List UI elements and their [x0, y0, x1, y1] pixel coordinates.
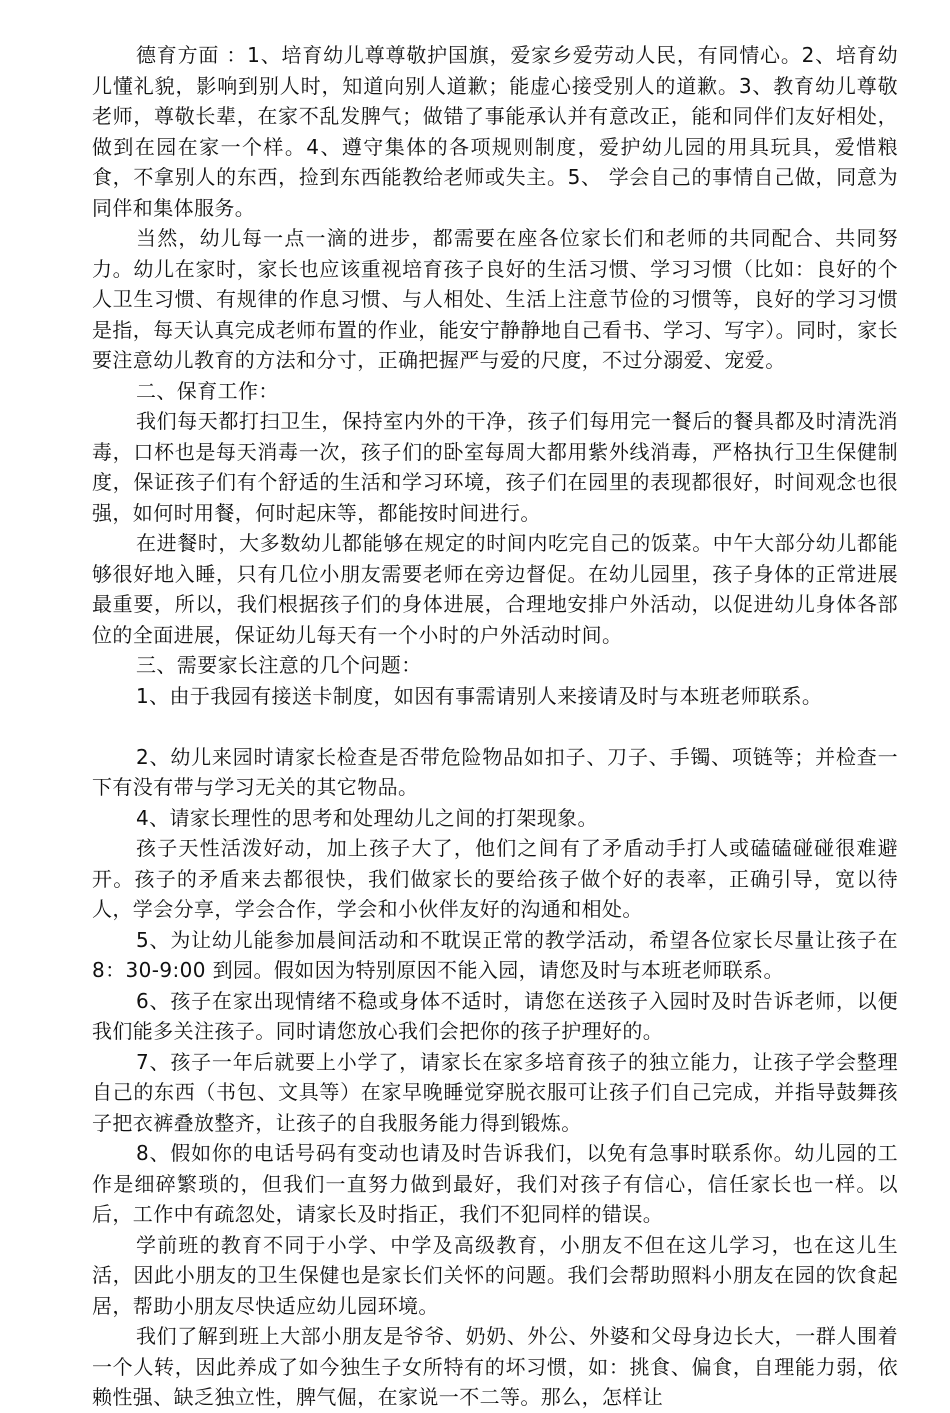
meals-sleep-paragraph: 在进餐时，大多数幼儿都能够在规定的时间内吃完自己的饭菜。中午大部分幼儿都能够很好地入睡，只有几位小朋友需要老师在旁边督促。在幼儿园里，孩子身体的正常进展最重要，所以，我们根据孩子们的身体进展，合理地安排户外活动，以促进幼儿身体各部位的全面进展，保证幼儿每天有一个小时的户外活动时间。: [92, 531, 898, 647]
note-item-8: 8、假如你的电话号码有变动也请及时告诉我们，以免有急事时联系你。幼儿园的工作是细碎繁琐的，但我们一直努力做到最好，我们对孩子有信心，信任家长也一样。以后，工作中有疏忽处，请家长及时指正，我们不犯同样的错误。: [92, 1141, 898, 1226]
conflict-paragraph: 孩子天性活泼好动，加上孩子大了，他们之间有了矛盾动手打人或磕磕碰碰很难避开。孩子的矛盾来去都很快，我们做家长的要给孩子做个好的表率，正确引导，宽以待人，学会分享，学会合作，学会和小伙伴友好的沟通和相处。: [92, 836, 898, 921]
section-heading-parent-notes: 三、需要家长注意的几个问题：: [136, 653, 422, 677]
moral-education-paragraph: 德育方面 ：1、培育幼儿尊尊敬护国旗，爱家乡爱劳动人民，有同情心。2、培育幼儿懂礼貌，影响到别人时，知道向别人道歉；能虚心接受别人的道歉。3、教育幼儿尊敬老师，尊敬长辈，在家不乱发脾气；做错了事能承认并有意改正，能和同伴们友好相处，做到在园在家一个样。4、遵守集体的各项规则制度，爱护幼儿园的用具玩具，爱惜粮食，不拿别人的东西，捡到东西能教给老师或失主。5、 学会自己的事情自己做，同意为同伴和集体服务。: [92, 43, 898, 220]
note-item-1: 1、由于我园有接送卡制度，如因有事需请别人来接请及时与本班老师联系。: [136, 683, 823, 708]
note-item-5: 5、为让幼儿能参加晨间活动和不耽误正常的教学活动，希望各位家长尽量让孩子在 8：30-9:00 到园。假如因为特别原因不能入园，请您及时与本班老师联系。: [92, 927, 898, 982]
blank-line: [92, 711, 898, 742]
note-item-7: 7、孩子一年后就要上小学了，请家长在家多培育孩子的独立能力，让孩子学会整理自己的东西（书包、文具等）在家早晚睡觉穿脱衣服可让孩子们自己完成，并指导鼓舞孩子把衣裤叠放整齐，让孩子的自我服务能力得到锻炼。: [92, 1049, 898, 1135]
parent-cooperation-paragraph: 当然，幼儿每一点一滴的进步，都需要在座各位家长们和老师的共同配合、共同努力。幼儿在家时，家长也应该重视培育孩子良好的生活习惯、学习习惯（比如：良好的个人卫生习惯、有规律的作息习惯、与人相处、生活上注意节俭的习惯等，良好的学习习惯是指，每天认真完成老师布置的作业，能安宁静静地自己看书、学习、写字）。同时，家长要注意幼儿教育的方法和分寸，正确把握严与爱的尺度，不过分溺爱、宠爱。: [92, 226, 898, 372]
habits-paragraph: 我们了解到班上大部小朋友是爷爷、奶奶、外公、外婆和父母身边长大，一群人围着一个人转，因此养成了如今独生子女所特有的坏习惯，如：挑食、偏食，自理能力弱，依赖性强、缺乏独立性，脾气倔，在家说一不二等。那么，怎样让: [92, 1324, 898, 1409]
note-item-4: 4、请家长理性的思考和处理幼儿之间的打架现象。: [136, 805, 598, 830]
section-heading-care-work: 二、保育工作：: [136, 378, 279, 403]
preschool-education-paragraph: 学前班的教育不同于小学、中学及高级教育，小朋友不但在这儿学习，也在这儿生活，因此小朋友的卫生保健也是家长们关怀的问题。我们会帮助照料小朋友在园的饮食起居，帮助小朋友尽快适应幼儿园环境。: [92, 1232, 898, 1318]
note-item-6: 6、孩子在家出现情绪不稳或身体不适时，请您在送孩子入园时及时告诉老师，以便我们能多关注孩子。同时请您放心我们会把你的孩子护理好的。: [92, 988, 898, 1043]
hygiene-paragraph: 我们每天都打扫卫生，保持室内外的干净，孩子们每用完一餐后的餐具都及时清洗消毒，口杯也是每天消毒一次，孩子们的卧室每周大都用紫外线消毒，严格执行卫生保健制度，保证孩子们有个舒适的生活和学习环境，孩子们在园里的表现都很好，时间观念也很强，如何时用餐，何时起床等，都能按时间进行。: [92, 409, 898, 525]
document-page: [92, 40, 898, 1413]
note-item-2: 2、幼儿来园时请家长检查是否带危险物品如扣子、刀子、手镯、项链等；并检查一下有没有带与学习无关的其它物品。: [92, 744, 898, 799]
